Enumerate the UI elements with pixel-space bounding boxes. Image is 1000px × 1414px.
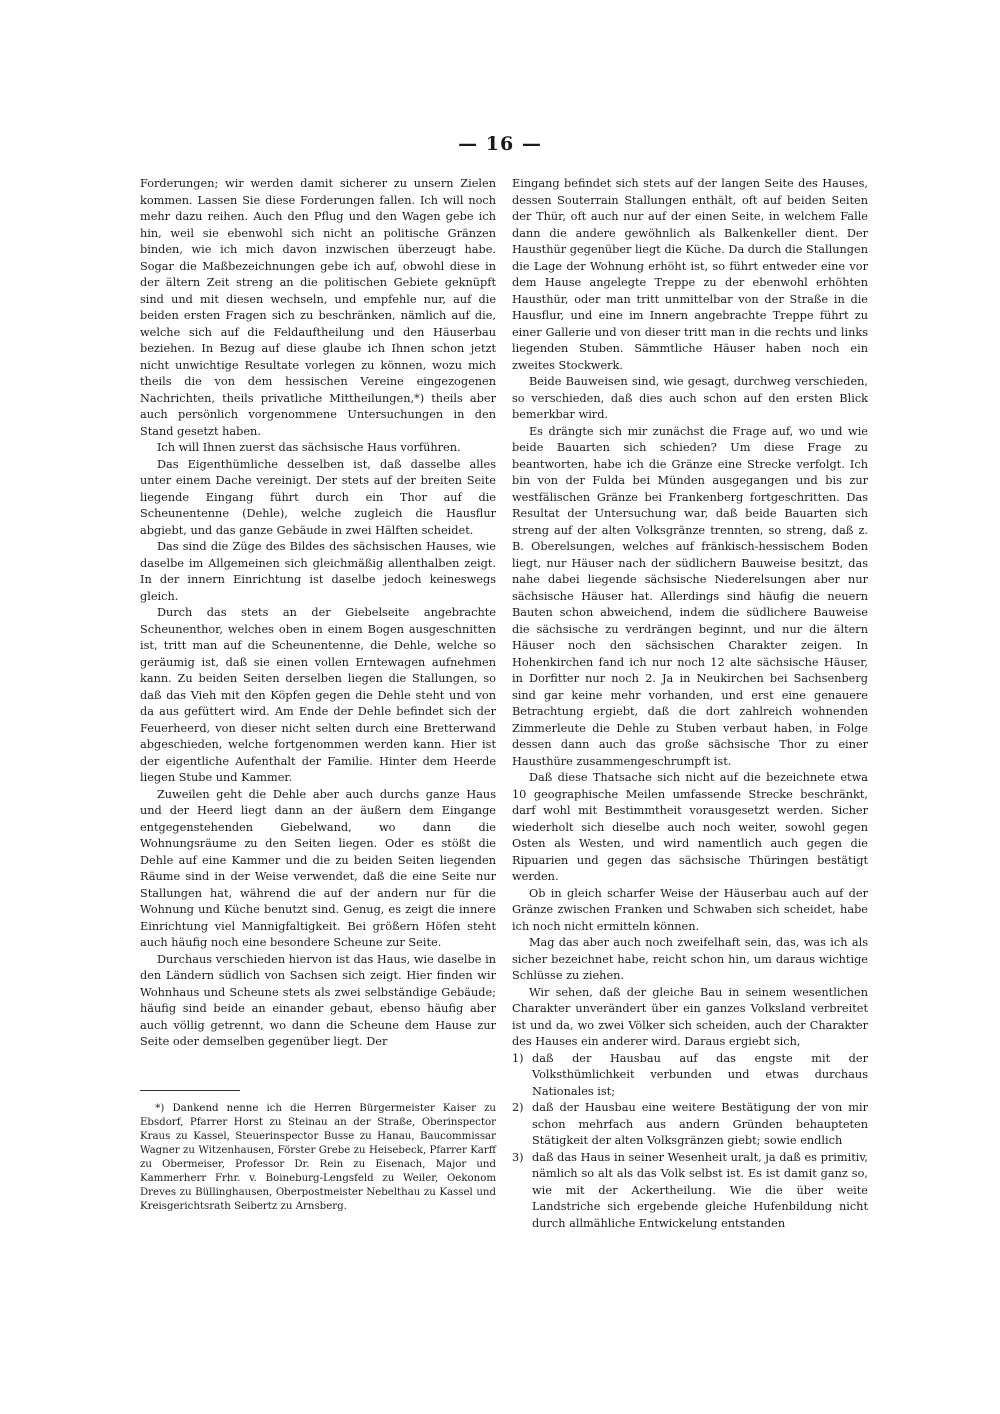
list-number: 3) (512, 1150, 524, 1164)
paragraph: Das Eigenthümliche desselben ist, daß dasselbe alles unter einem Dache vereinigt. Der stets auf der breiten Seite liegende Eingang führt durch ein Thor auf die Scheunentenne (Dehle), welche zugleich die Hausflur abgiebt, und das ganze Gebäude in zwei Hälften scheidet. (140, 457, 496, 537)
paragraph: Mag das aber auch noch zweifelhaft sein, das, was ich als sicher bezeichnet habe, reicht schon hin, um daraus wichtige Schlüsse zu ziehen. (512, 936, 868, 982)
list-item (512, 1100, 868, 1150)
list-item (512, 1051, 868, 1101)
paragraph: Das sind die Züge des Bildes des sächsischen Hauses, wie daselbe im Allgemeinen sich gleichmäßig allenthalben zeigt. In der innern Einrichtung ist daselbe jedoch keineswegs gleich. (140, 540, 496, 603)
footnote (140, 1102, 496, 1214)
list-number: 2) (512, 1101, 524, 1114)
list-text: daß das Haus in seiner Wesenheit uralt, ja daß es primitiv, nämlich so alt als das Volk selbst ist. Es ist damit ganz so, wie mit der Ackertheilung. Wie die über weite Landstriche sich ergebende gleiche Hufenbildung nicht durch allmähliche Entwickelung entstanden (532, 1150, 868, 1230)
list-text: daß der Hausbau eine weitere Bestätigung der von mir schon mehrfach aus andern Gründen behaupteten Stätigkeit der alten Volksgränzen giebt; sowie endlich (532, 1101, 868, 1147)
paragraph: Forderungen; wir werden damit sicherer zu unsern Zielen kommen. Lassen Sie diese Forderungen fallen. Ich will noch mehr dazu reihen. Auch den Pflug und den Wagen gebe ich hin, weil sie ebenwohl sich nicht an politische Gränzen binden, wie ich mich davon inzwischen überzeugt habe. Sogar die Maßbezeichnungen gebe ich auf, obwohl diese in der ältern Zeit streng an die politischen Gebiete geknüpft sind und mit diesen wechseln, und empfehle nur, auf die beiden ersten Fragen sich zu beschränken, nämlich auf die, welche sich auf die Feldauftheilung und den Häuserbau beziehen. In Bezug auf diese glaube ich Ihnen schon jetzt nicht unwichtige Resultate vorlegen zu können, wozu mich theils die von dem hessischen Vereine eingezogenen Nachrichten, theils privatliche Mittheilungen,*) theils aber auch persönlich vorgenommene Untersuchungen in den Stand gesetzt haben. (140, 177, 496, 438)
list-number: 1) (512, 1051, 524, 1065)
paragraph: Ich will Ihnen zuerst das sächsische Haus vorführen. (156, 441, 461, 454)
paragraph: Beide Bauweisen sind, wie gesagt, durchweg verschieden, so verschieden, daß dies auch schon auf den ersten Blick bemerkbar wird. (512, 375, 868, 421)
footnote-divider (140, 1090, 240, 1091)
paragraph: Zuweilen geht die Dehle aber auch durchs ganze Haus und der Heerd liegt dann an der äußern dem Eingange entgegenstehenden Giebelwand, wo dann die Wohnungsräume zu den Seiten liegen. Oder es stößt die Dehle auf eine Kammer und die zu beiden Seiten liegenden Räume sind in der Weise verwendet, daß die eine Seite nur Stallungen hat, während die auf der andern nur für die Wohnung und Küche benutzt sind. Genug, es zeigt die innere Einrichtung viel Mannigfaltigkeit. Bei größern Höfen steht auch häufig noch eine besondere Scheune zur Seite. (140, 787, 496, 949)
paragraph: Durchaus verschieden hiervon ist das Haus, wie daselbe in den Ländern südlich von Sachsen sich zeigt. Hier finden wir Wohnhaus und Scheune stets als zwei selbständige Gebäude; häufig sind beide an einander gebaut, ebenso häufig aber auch völlig getrennt, wo dann die Scheune dem Hause zur Seite oder demselben gegenüber liegt. Der (140, 952, 496, 1048)
paragraph: Ob in gleich scharfer Weise der Häuserbau auch auf der Gränze zwischen Franken und Schwaben sich scheidet, habe ich noch nicht ermitteln können. (512, 886, 868, 933)
paragraph: Eingang befindet sich stets auf der langen Seite des Hauses, dessen Souterrain Stallungen enthält, oft auf beiden Seiten der Thür, oft auch nur auf der einen Seite, in welchem Falle dann die andere gewöhnlich als Balkenkeller dient. Der Hausthür gegenüber liegt die Küche. Da durch die Stallungen die Lage der Wohnung erhöht ist, so führt entweder eine vor dem Hause angelegte Treppe zu der ebenwohl erhöhten Hausthür, oder man tritt unmittelbar von der Straße in die Hausflur, und eine im Innern angebrachte Treppe führt zu einer Gallerie und von dieser tritt man in die rechts und links liegenden Stuben. Sämmtliche Häuser haben noch ein zweites Stockwerk. (512, 177, 868, 372)
left-column (140, 176, 496, 1051)
page-number: — 16 — (458, 133, 542, 155)
paragraph: Daß diese Thatsache sich nicht auf die bezeichnete etwa 10 geographische Meilen umfassende Strecke beschränkt, darf wohl mit Bestimmtheit vorausgesetzt werden. Sicher wiederholt sich dieselbe auch noch weiter, sowohl gegen Osten als Westen, und wird namentlich auch gegen die Ripuarien und gegen das sächsische Thüringen bestätigt werden. (512, 771, 868, 883)
paragraph: Durch das stets an der Giebelseite angebrachte Scheunenthor, welches oben in einem Bogen ausgeschnitten ist, tritt man auf die Scheunentenne, die Dehle, welche so geräumig ist, daß sie einen vollen Erntewagen aufnehmen kann. Zu beiden Seiten derselben liegen die Stallungen, so daß das Vieh mit den Köpfen gegen die Dehle steht und von da aus gefüttert wird. Am Ende der Dehle befindet sich der Feuerheerd, von dieser nicht selten durch eine Bretterwand abgeschieden, welche fortgenommen werden kann. Hier ist der eigentliche Aufenthalt der Familie. Hinter dem Heerde liegen Stube und Kammer. (140, 606, 496, 784)
paragraph: Es drängte sich mir zunächst die Frage auf, wo und wie beide Bauarten sich schieden? Um diese Frage zu beantworten, habe ich die Gränze eine Strecke verfolgt. Ich bin von der Fulda bei Münden ausgegangen und bis zur westfälischen Gränze bei Frankenberg fortgeschritten. Das Resultat der Untersuchung war, daß beide Bauarten sich streng auf der alten Volksgränze trennten, so streng, daß z. B. Oberelsungen, welches auf fränkisch-hessischem Boden liegt, nur Häuser nach der südlichern Bauweise besitzt, das nahe dabei liegende sächsische Niederelsungen aber nur sächsische Häuser hat. Allerdings sind häufig die neuern Bauten schon abweichend, indem die südlichere Bauweise die sächsische zu verdrängen beginnt, und nur die ältern Häuser noch den sächsischen Charakter zeigen. In Hohenkirchen fand ich nur noch 12 alte sächsische Häuser, in Dorfitter nur noch 2. Ja in Neukirchen bei Sachsenberg sind gar keine mehr vorhanden, und erst eine genauere Betrachtung ergiebt, daß die dort zahlreich wohnenden Zimmerleute die Dehle zu Stuben verbaut haben, in Folge dessen dann auch das große sächsische Thor zu einer Hausthüre zusammengeschrumpft ist. (512, 424, 868, 768)
paragraph: Wir sehen, daß der gleiche Bau in seinem wesentlichen Charakter unverändert über ein ganzes Volksland verbreitet ist und da, wo zwei Völker sich scheiden, auch der Charakter des Hauses ein anderer wird. Daraus ergiebt sich, (512, 985, 868, 1048)
list-item (512, 1150, 868, 1233)
right-column (512, 176, 868, 1232)
footnote-text: *) Dankend nenne ich die Herren Bürgermeister Kaiser zu Ebsdorf, Pfarrer Horst zu Steinau an der Straße, Oberinspector Kraus zu Kassel, Steuerinspector Busse zu Hanau, Baucommissar Wagner zu Witzenhausen, Förster Grebe zu Heisebeck, Pfarrer Karff zu Obermeiser, Professor Dr. Rein zu Eisenach, Major und Kammerherr Frhr. v. Boineburg-Lengsfeld zu Weiler, Oekonom Dreves zu Büllinghausen, Oberpostmeister Nebelthau zu Kassel und Kreisgerichtsrath Seibertz zu Arnsberg. (140, 1103, 496, 1212)
list-text: daß der Hausbau auf das engste mit der Volksthümlichkeit verbunden und etwas durchaus Nationales ist; (532, 1051, 868, 1098)
